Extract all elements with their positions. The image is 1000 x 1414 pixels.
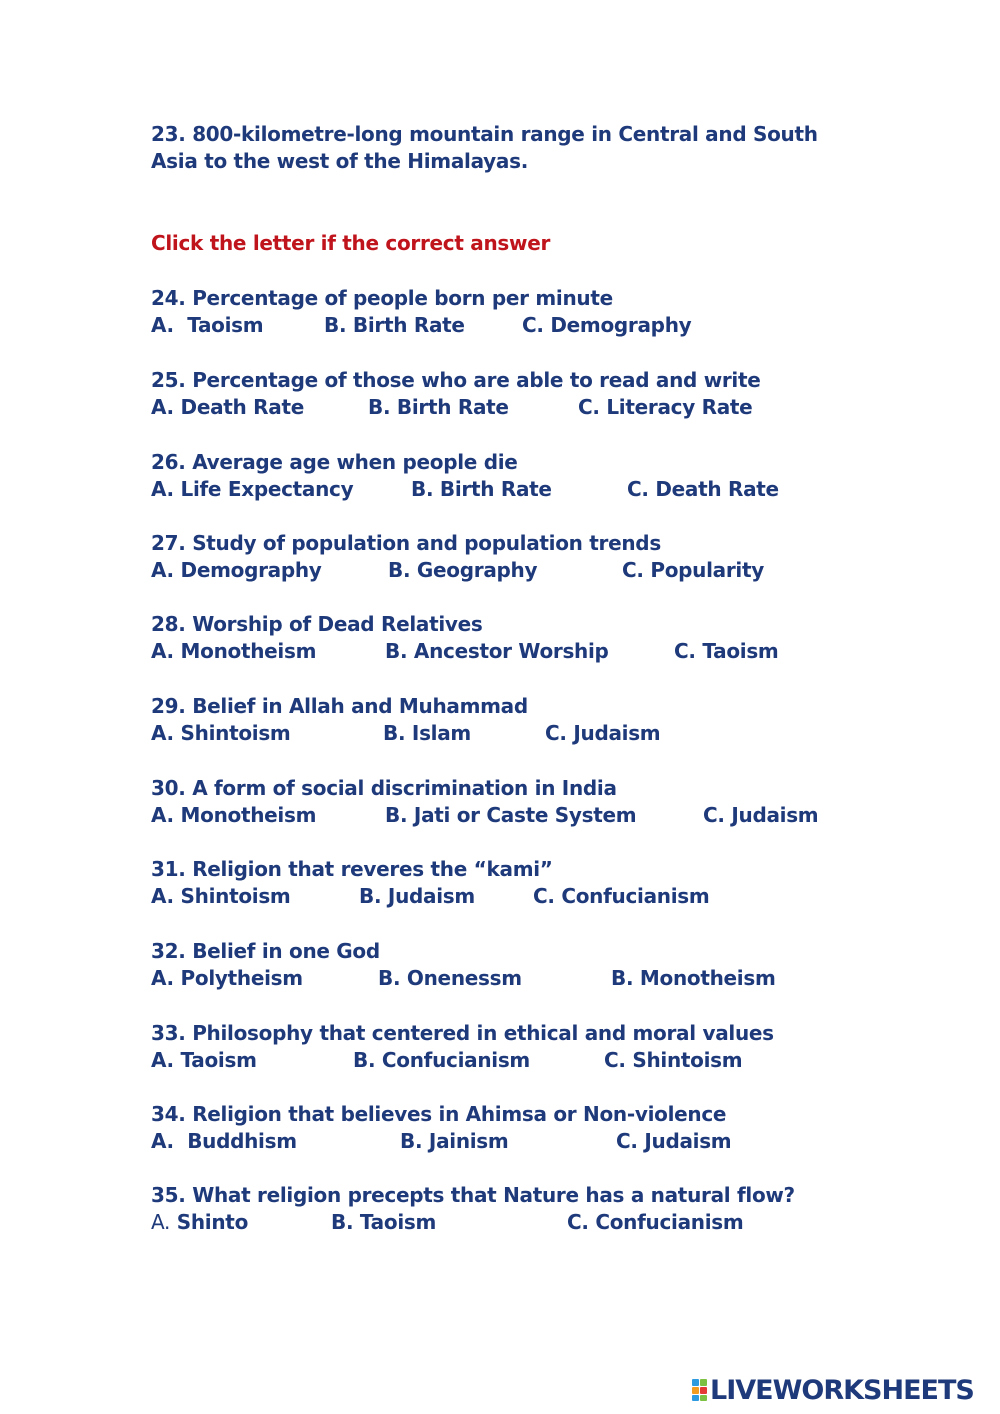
option-a[interactable]: A. Shintoism xyxy=(151,721,291,745)
option-a[interactable]: A. Demography xyxy=(151,558,322,582)
question-23 xyxy=(151,121,871,175)
question-29 xyxy=(151,693,911,747)
question-text: 35. What religion precepts that Nature has a natural flow? xyxy=(151,1183,795,1207)
option-a[interactable]: A. Polytheism xyxy=(151,966,303,990)
option-c[interactable]: C. Popularity xyxy=(622,558,764,582)
question-text: 26. Average age when people die xyxy=(151,450,518,474)
question-text: 24. Percentage of people born per minute xyxy=(151,286,613,310)
question-24 xyxy=(151,285,911,339)
option-b[interactable]: B. Taoism xyxy=(331,1210,437,1234)
option-b[interactable]: B. Geography xyxy=(388,558,538,582)
option-b[interactable]: B. Islam xyxy=(383,721,471,745)
liveworksheets-logo xyxy=(692,1375,974,1405)
logo-square-green-2 xyxy=(700,1395,707,1401)
option-a[interactable]: A. Shintoism xyxy=(151,884,291,908)
answer-options xyxy=(151,557,911,584)
answer-options xyxy=(151,1209,911,1236)
option-b[interactable]: B. Judaism xyxy=(359,884,475,908)
question-text: 34. Religion that believes in Ahimsa or Non-violence xyxy=(151,1102,727,1126)
question-34 xyxy=(151,1101,911,1155)
answer-options xyxy=(151,883,911,910)
option-c[interactable]: C. Taoism xyxy=(674,639,779,663)
option-a[interactable]: A. Taoism xyxy=(151,1048,257,1072)
option-b[interactable]: B. Jati or Caste System xyxy=(385,803,637,827)
option-a[interactable]: A. Shinto xyxy=(151,1210,249,1234)
option-b[interactable]: B. Birth Rate xyxy=(411,477,552,501)
question-32 xyxy=(151,938,911,992)
logo-square-blue-2 xyxy=(692,1395,699,1401)
question-35 xyxy=(151,1182,911,1236)
option-a[interactable]: A. Death Rate xyxy=(151,395,304,419)
logo-square-orange xyxy=(692,1387,699,1394)
liveworksheets-logo-text: LIVEWORKSHEETS xyxy=(710,1374,974,1406)
option-c[interactable]: C. Demography xyxy=(522,313,692,337)
answer-options xyxy=(151,1047,911,1074)
logo-square-green xyxy=(700,1379,707,1386)
question-23-line-1: 23. 800-kilometre-long mountain range in Central and South xyxy=(151,122,818,146)
question-33 xyxy=(151,1020,911,1074)
option-b[interactable]: B. Birth Rate xyxy=(368,395,509,419)
logo-square-red xyxy=(700,1387,707,1394)
question-28 xyxy=(151,611,911,665)
option-c[interactable]: C. Judaism xyxy=(616,1129,732,1153)
option-c[interactable]: C. Confucianism xyxy=(567,1210,744,1234)
question-text: 31. Religion that reveres the “kami” xyxy=(151,857,553,881)
option-a[interactable]: A. Monotheism xyxy=(151,639,317,663)
question-26 xyxy=(151,449,911,503)
option-b[interactable]: B. Ancestor Worship xyxy=(385,639,609,663)
answer-options xyxy=(151,312,911,339)
option-b[interactable]: B. Birth Rate xyxy=(324,313,465,337)
option-c[interactable]: C. Shintoism xyxy=(604,1048,743,1072)
option-b[interactable]: B. Onenessm xyxy=(378,966,522,990)
option-b-monotheism[interactable]: B. Monotheism xyxy=(611,966,776,990)
option-c[interactable]: C. Judaism xyxy=(545,721,661,745)
option-a[interactable]: A. Buddhism xyxy=(151,1129,297,1153)
option-c[interactable]: C. Literacy Rate xyxy=(578,395,753,419)
answer-options xyxy=(151,720,911,747)
answer-options xyxy=(151,394,911,421)
question-30 xyxy=(151,775,911,829)
option-c[interactable]: C. Confucianism xyxy=(533,884,710,908)
question-text: 30. A form of social discrimination in India xyxy=(151,776,617,800)
logo-square-blue xyxy=(692,1379,699,1386)
question-31 xyxy=(151,856,911,910)
option-b[interactable]: B. Jainism xyxy=(400,1129,509,1153)
option-c[interactable]: C. Judaism xyxy=(703,803,819,827)
answer-options xyxy=(151,802,911,829)
instruction-text: Click the letter if the correct answer xyxy=(151,231,551,255)
option-a[interactable]: A. Life Expectancy xyxy=(151,477,354,501)
answer-options xyxy=(151,638,911,665)
question-23-line-2: Asia to the west of the Himalayas. xyxy=(151,149,528,173)
question-text: 28. Worship of Dead Relatives xyxy=(151,612,483,636)
option-a[interactable]: A. Taoism xyxy=(151,313,264,337)
question-text: 25. Percentage of those who are able to read and write xyxy=(151,368,761,392)
question-text: 33. Philosophy that centered in ethical and moral values xyxy=(151,1021,774,1045)
question-27 xyxy=(151,530,911,584)
answer-options xyxy=(151,965,911,992)
answer-options xyxy=(151,1128,911,1155)
answer-options xyxy=(151,476,911,503)
question-text: 27. Study of population and population trends xyxy=(151,531,661,555)
question-text: 32. Belief in one God xyxy=(151,939,380,963)
question-text: 29. Belief in Allah and Muhammad xyxy=(151,694,528,718)
liveworksheets-logo-icon xyxy=(692,1379,708,1401)
option-b[interactable]: B. Confucianism xyxy=(353,1048,530,1072)
option-c[interactable]: C. Death Rate xyxy=(627,477,779,501)
option-a[interactable]: A. Monotheism xyxy=(151,803,317,827)
question-25 xyxy=(151,367,911,421)
